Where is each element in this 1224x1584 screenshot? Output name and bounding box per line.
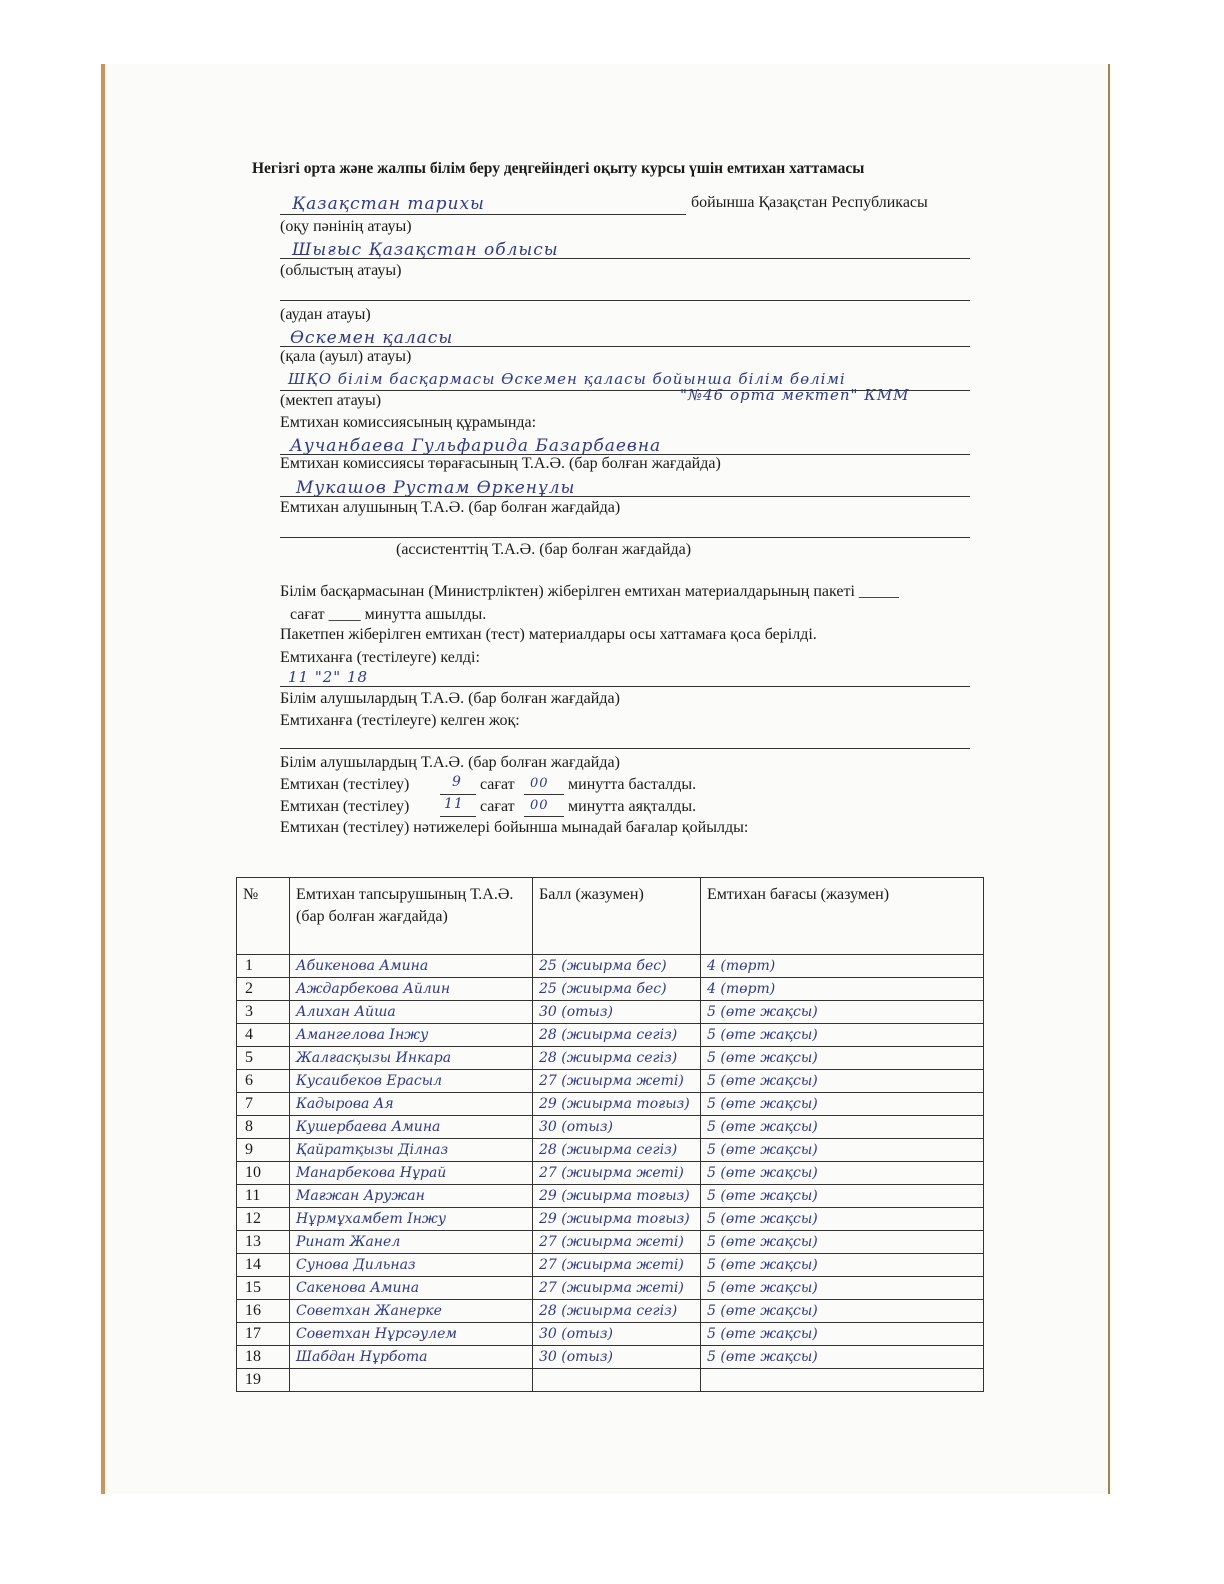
examiner-value: Мукашов Рустам Өркенұлы (296, 478, 576, 498)
start-minute-underline (524, 794, 564, 795)
row-grade: 4 (төрт) (701, 955, 984, 978)
row-grade: 5 (өте жақсы) (701, 1300, 984, 1323)
row-grade: 5 (өте жақсы) (701, 1047, 984, 1070)
row-number: 9 (237, 1139, 290, 1162)
region-underline (280, 258, 970, 259)
row-grade: 5 (өте жақсы) (701, 1277, 984, 1300)
row-score: 27 (жиырма жеті) (533, 1231, 701, 1254)
table-row (237, 1185, 984, 1208)
end-hour-underline (440, 816, 476, 817)
row-number: 14 (237, 1254, 290, 1277)
table-row (237, 1116, 984, 1139)
row-number: 2 (237, 978, 290, 1001)
row-score: 29 (жиырма тоғыз) (533, 1185, 701, 1208)
row-number: 17 (237, 1323, 290, 1346)
end-minute-underline (524, 816, 564, 817)
row-number: 6 (237, 1070, 290, 1093)
row-name: Сунова Дильназ (290, 1254, 533, 1277)
header-name: Емтихан тапсырушының Т.А.Ә. (бар болған жағдайда) (290, 878, 533, 955)
header-score: Балл (жазумен) (533, 878, 701, 955)
absent-sublabel: Білім алушылардың Т.А.Ә. (бар болған жағдайда) (280, 754, 620, 771)
attended-sublabel: Білім алушылардың Т.А.Ә. (бар болған жағдайда) (280, 690, 620, 707)
examiner-underline (280, 496, 970, 497)
table-row (237, 1277, 984, 1300)
row-score: 27 (жиырма жеті) (533, 1277, 701, 1300)
region-value: Шығыс Қазақстан облысы (292, 240, 559, 260)
row-name: Абикенова Амина (290, 955, 533, 978)
row-score: 28 (жиырма сегіз) (533, 1300, 701, 1323)
package-line-1: Білім басқармасынан (Министрліктен) жіберілген емтихан материалдарының пакеті _____ (280, 583, 899, 600)
start-suffix: минутта басталды. (568, 776, 697, 793)
row-number: 13 (237, 1231, 290, 1254)
row-name: Аждарбекова Айлин (290, 978, 533, 1001)
city-label: (қала (ауыл) атауы) (280, 348, 412, 365)
row-score: 30 (отыз) (533, 1346, 701, 1369)
row-name: Кадырова Ая (290, 1093, 533, 1116)
row-name: Мағжан Аружан (290, 1185, 533, 1208)
table-row (237, 1323, 984, 1346)
header-grade: Емтихан бағасы (жазумен) (701, 878, 984, 955)
row-name: Қайратқызы Ділназ (290, 1139, 533, 1162)
row-name: Советхан Нұрсәулем (290, 1323, 533, 1346)
materials-attached: Пакетпен жіберілген емтихан (тест) материалдары осы хаттамаға қоса берілді. (280, 626, 817, 643)
subject-underline (280, 214, 686, 215)
table-edge-left (101, 64, 105, 1494)
row-grade: 5 (өте жақсы) (701, 1254, 984, 1277)
row-name: Советхан Жанерке (290, 1300, 533, 1323)
scan-margin-bottom (0, 1494, 1224, 1584)
table-row (237, 1254, 984, 1277)
row-name: Кусаибеков Ерасыл (290, 1070, 533, 1093)
row-name: Шабдан Нұрбота (290, 1346, 533, 1369)
city-value: Өскемен қаласы (290, 328, 454, 348)
start-hour-underline (440, 794, 476, 795)
row-number: 5 (237, 1047, 290, 1070)
row-score: 28 (жиырма сегіз) (533, 1024, 701, 1047)
table-row (237, 1208, 984, 1231)
assistant-label: (ассистенттің Т.А.Ә. (бар болған жағдайда) (396, 541, 692, 558)
row-number: 18 (237, 1346, 290, 1369)
table-row (237, 955, 984, 978)
row-score: 25 (жиырма бес) (533, 955, 701, 978)
row-score (533, 1369, 701, 1392)
row-grade (701, 1369, 984, 1392)
district-label: (аудан атауы) (280, 306, 371, 323)
end-hour: 11 (444, 796, 464, 812)
results-body (237, 955, 984, 1392)
district-underline (280, 300, 970, 301)
end-mid: сағат (480, 798, 515, 815)
table-row (237, 1139, 984, 1162)
row-score: 30 (отыз) (533, 1001, 701, 1024)
school-label: (мектеп атауы) (280, 392, 382, 409)
school-value-line2: "№46 орта мектеп" КММ (680, 386, 910, 404)
row-grade: 5 (өте жақсы) (701, 1093, 984, 1116)
row-score: 28 (жиырма сегіз) (533, 1139, 701, 1162)
chair-label: Емтихан комиссиясы төрағасының Т.А.Ә. (бар болған жағдайда) (280, 455, 721, 472)
row-grade: 5 (өте жақсы) (701, 1139, 984, 1162)
scan-margin-right (1110, 0, 1224, 1494)
row-number: 7 (237, 1093, 290, 1116)
row-name: Нұрмұхамбет Інжу (290, 1208, 533, 1231)
table-row (237, 1001, 984, 1024)
table-row (237, 1093, 984, 1116)
row-name: Манарбекова Нұрай (290, 1162, 533, 1185)
row-number: 10 (237, 1162, 290, 1185)
row-grade: 5 (өте жақсы) (701, 1346, 984, 1369)
row-grade: 5 (өте жақсы) (701, 1323, 984, 1346)
row-number: 11 (237, 1185, 290, 1208)
subject-value: Қазақстан тарихы (292, 194, 485, 214)
start-hour: 9 (452, 774, 462, 790)
row-name: Амангелова Інжу (290, 1024, 533, 1047)
row-number: 15 (237, 1277, 290, 1300)
end-minute: 00 (530, 798, 549, 813)
row-name: Ринат Жанел (290, 1231, 533, 1254)
attended-value: 11 "2" 18 (288, 668, 369, 686)
absent-label: Емтиханға (тестілеуге) келген жоқ: (280, 712, 520, 729)
row-number: 16 (237, 1300, 290, 1323)
chair-value: Аучанбаева Гульфарида Базарбаевна (290, 436, 662, 456)
package-line-2: сағат ____ минутта ашылды. (290, 606, 487, 623)
row-score: 27 (жиырма жеті) (533, 1254, 701, 1277)
row-grade: 5 (өте жақсы) (701, 1001, 984, 1024)
city-underline (280, 346, 970, 347)
row-number: 8 (237, 1116, 290, 1139)
table-row (237, 1047, 984, 1070)
results-table (236, 877, 984, 1392)
absent-underline (280, 748, 970, 749)
document-title: Негізгі орта және жалпы білім беру деңгейіндегі оқыту курсы үшін емтихан хаттамасы (252, 160, 865, 177)
row-number: 3 (237, 1001, 290, 1024)
table-row (237, 978, 984, 1001)
region-label: (облыстың атауы) (280, 262, 402, 279)
start-minute: 00 (530, 776, 549, 791)
row-grade: 5 (өте жақсы) (701, 1185, 984, 1208)
assistant-underline (280, 537, 970, 538)
scan-margin-left (0, 0, 104, 1494)
row-grade: 5 (өте жақсы) (701, 1070, 984, 1093)
row-grade: 5 (өте жақсы) (701, 1116, 984, 1139)
table-row (237, 1070, 984, 1093)
row-score: 29 (жиырма тоғыз) (533, 1093, 701, 1116)
start-mid: сағат (480, 776, 515, 793)
row-grade: 5 (өте жақсы) (701, 1208, 984, 1231)
row-number: 4 (237, 1024, 290, 1047)
table-header-row (237, 878, 984, 955)
attended-underline (280, 686, 970, 687)
header-number: № (237, 878, 290, 955)
attended-label: Емтиханға (тестілеуге) келді: (280, 649, 480, 666)
row-name: Сакенова Амина (290, 1277, 533, 1300)
row-score: 25 (жиырма бес) (533, 978, 701, 1001)
row-score: 27 (жиырма жеті) (533, 1070, 701, 1093)
table-row (237, 1369, 984, 1392)
table-row (237, 1346, 984, 1369)
table-row (237, 1231, 984, 1254)
row-grade: 5 (өте жақсы) (701, 1024, 984, 1047)
results-intro: Емтихан (тестілеу) нәтижелері бойынша мынадай бағалар қойылды: (280, 819, 749, 836)
start-prefix: Емтихан (тестілеу) (280, 776, 410, 793)
examiner-label: Емтихан алушының Т.А.Ә. (бар болған жағдайда) (280, 499, 621, 516)
row-name (290, 1369, 533, 1392)
scan-margin-top (0, 0, 1224, 64)
subject-suffix: бойынша Қазақстан Республикасы (691, 194, 928, 211)
row-grade: 5 (өте жақсы) (701, 1162, 984, 1185)
row-score: 29 (жиырма тоғыз) (533, 1208, 701, 1231)
table-row (237, 1024, 984, 1047)
row-number: 1 (237, 955, 290, 978)
row-number: 19 (237, 1369, 290, 1392)
row-grade: 5 (өте жақсы) (701, 1231, 984, 1254)
row-name: Алихан Айша (290, 1001, 533, 1024)
subject-label: (оқу пәнінің атауы) (280, 218, 412, 235)
school-value-line1: ШҚО білім басқармасы Өскемен қаласы бойынша білім бөлімі (288, 370, 846, 388)
row-score: 30 (отыз) (533, 1323, 701, 1346)
row-name: Жалғасқызы Инкара (290, 1047, 533, 1070)
commission-label: Емтихан комиссиясының құрамында: (280, 414, 537, 431)
row-score: 27 (жиырма жеті) (533, 1162, 701, 1185)
row-grade: 4 (төрт) (701, 978, 984, 1001)
row-score: 28 (жиырма сегіз) (533, 1047, 701, 1070)
row-name: Кушербаева Амина (290, 1116, 533, 1139)
end-suffix: минутта аяқталды. (568, 798, 697, 815)
row-number: 12 (237, 1208, 290, 1231)
table-row (237, 1162, 984, 1185)
row-score: 30 (отыз) (533, 1116, 701, 1139)
table-row (237, 1300, 984, 1323)
end-prefix: Емтихан (тестілеу) (280, 798, 410, 815)
